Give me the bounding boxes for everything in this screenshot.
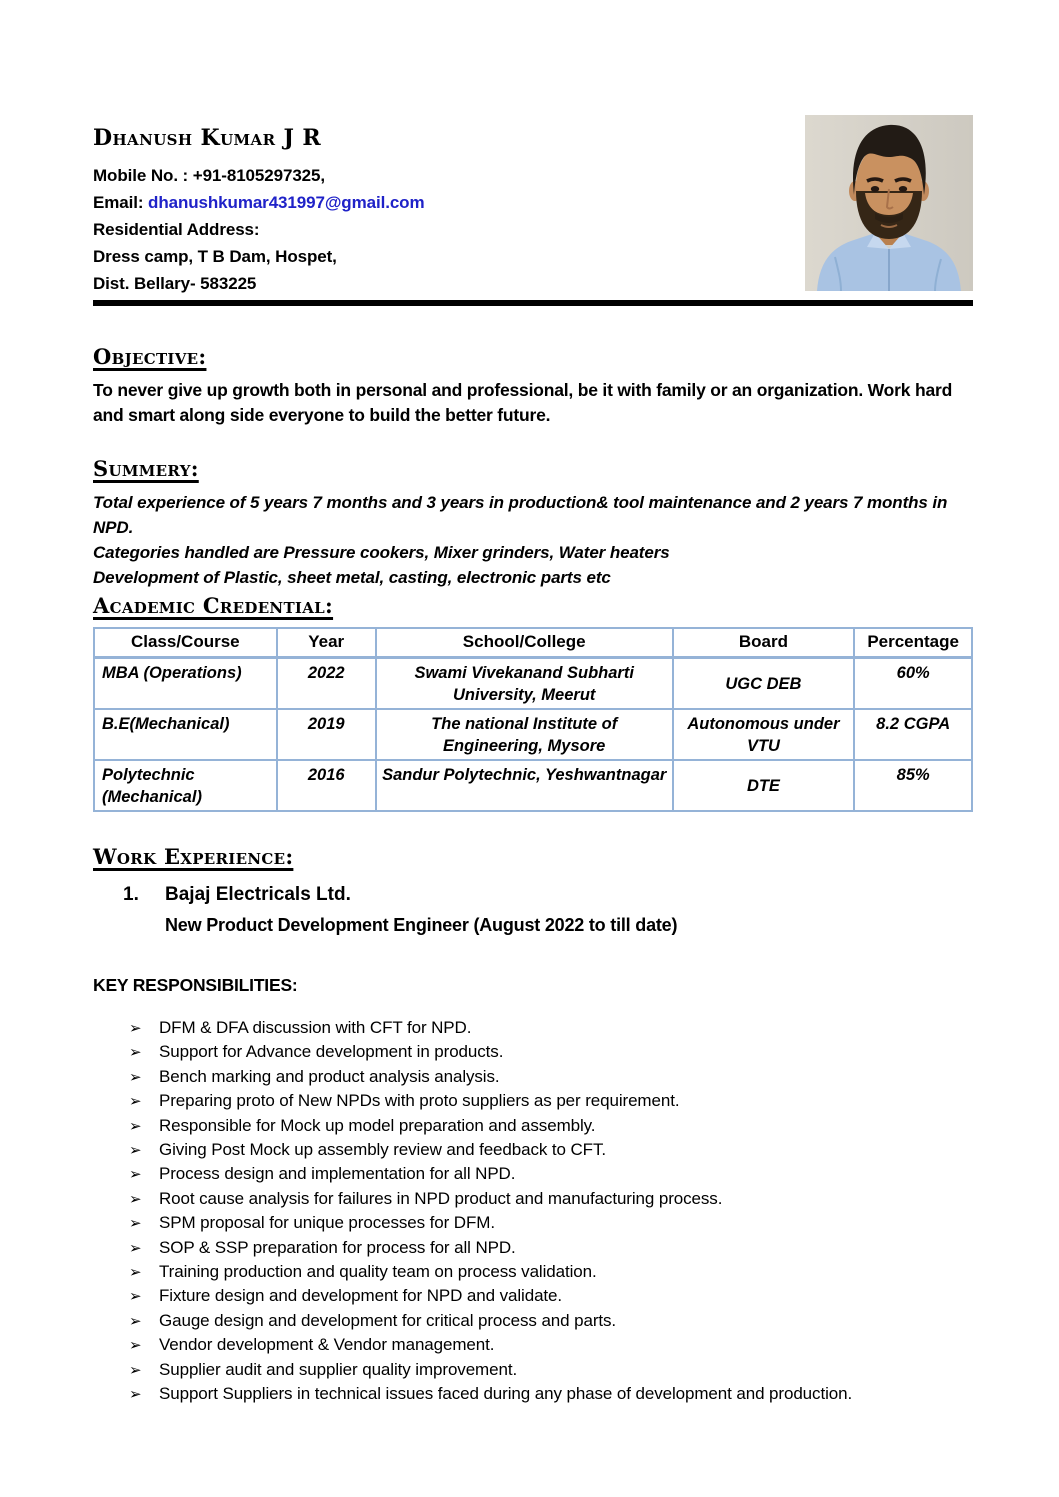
summary-block [93,490,973,590]
summary-line: Categories handled are Pressure cookers, Mixer grinders, Water heaters [93,543,670,562]
responsibility-item [129,1260,973,1284]
table-header-row [94,628,972,658]
arrow-bullet-icon: ➢ [129,1263,142,1282]
responsibility-text: Responsible for Mock up model preparation and assembly. [159,1115,596,1135]
responsibility-text: Giving Post Mock up assembly review and feedback to CFT. [159,1140,606,1160]
cell-percentage: 85% [854,760,972,811]
table-header-cell: Class/Course [94,628,277,658]
cell-class-course: Polytechnic (Mechanical) [94,760,277,811]
table-row [94,709,972,760]
responsibility-item [129,1114,973,1138]
key-responsibilities-heading: KEY RESPONSIBILITIES: [93,975,298,995]
responsibility-item [129,1089,973,1113]
cell-year: 2019 [277,709,376,760]
header-divider [93,300,973,306]
objective-text: To never give up growth both in personal and professional, be it with family or an organization. Work hard and smart along side everyone to build the better future. [93,380,953,425]
table-header-cell: Board [673,628,855,658]
responsibility-text: SPM proposal for unique processes for DFM. [159,1213,495,1233]
responsibility-text: Preparing proto of New NPDs with proto suppliers as per requirement. [159,1091,680,1111]
contact-block [93,118,425,297]
responsibility-text: Vendor development & Vendor management. [159,1335,495,1355]
arrow-bullet-icon: ➢ [129,1214,142,1233]
arrow-bullet-icon: ➢ [129,1116,142,1135]
responsibility-item [129,1358,973,1382]
address-line-2: Dist. Bellary- 583225 [93,274,257,293]
responsibility-text: SOP & SSP preparation for process for all NPD. [159,1237,516,1257]
cell-percentage: 8.2 CGPA [854,709,972,760]
responsibilities-list [93,1016,973,1407]
academic-table [93,627,973,812]
summary-line: Total experience of 5 years 7 months and 3 years in production& tool maintenance and 2 years 7 months in NPD. [93,493,948,537]
responsibility-item [129,1211,973,1235]
cell-year: 2016 [277,760,376,811]
arrow-bullet-icon: ➢ [129,1067,142,1086]
table-header-cell: School/College [376,628,673,658]
role-line: New Product Development Engineer (August 2022 to till date) [165,915,678,935]
profile-photo [805,115,973,291]
work-experience-heading: Work Experience: [93,844,294,869]
profile-photo-image [805,115,973,291]
responsibility-text: Supplier audit and supplier quality improvement. [159,1359,518,1379]
arrow-bullet-icon: ➢ [129,1336,142,1355]
cell-board: Autonomous under VTU [673,709,855,760]
responsibility-item [129,1162,973,1186]
arrow-bullet-icon: ➢ [129,1311,142,1330]
responsibility-text: Gauge design and development for critical process and parts. [159,1310,617,1330]
responsibility-item [129,1382,973,1406]
responsibility-text: Bench marking and product analysis analysis. [159,1066,500,1086]
arrow-bullet-icon: ➢ [129,1165,142,1184]
arrow-bullet-icon: ➢ [129,1385,142,1404]
cell-class-course: B.E(Mechanical) [94,709,277,760]
responsibility-item [129,1065,973,1089]
address-line-1: Dress camp, T B Dam, Hospet, [93,247,337,266]
mobile-line: Mobile No. : +91-8105297325, [93,166,326,185]
arrow-bullet-icon: ➢ [129,1092,142,1111]
responsibility-text: Root cause analysis for failures in NPD product and manufacturing process. [159,1188,723,1208]
summary-line: Development of Plastic, sheet metal, casting, electronic parts etc [93,568,611,587]
responsibility-text: Support for Advance development in products. [159,1042,504,1062]
candidate-name: Dhanush Kumar J R [93,125,322,151]
responsibility-item [129,1187,973,1211]
email-line [93,189,425,216]
table-header-cell: Percentage [854,628,972,658]
email-label: Email: [93,193,149,212]
arrow-bullet-icon: ➢ [129,1287,142,1306]
responsibility-text: DFM & DFA discussion with CFT for NPD. [159,1018,472,1037]
header [93,118,973,297]
cell-school-college: The national Institute of Engineering, Mysore [376,709,673,760]
arrow-bullet-icon: ➢ [129,1141,142,1160]
objective-heading: Objective: [93,344,207,369]
academic-heading: Academic Credential: [93,593,334,618]
arrow-bullet-icon: ➢ [129,1360,142,1379]
responsibility-item [129,1284,973,1308]
cell-class-course: MBA (Operations) [94,658,277,710]
table-row [94,658,972,710]
cell-board: DTE [673,760,855,811]
table-row [94,760,972,811]
cell-school-college: Swami Vivekanand Subharti University, Meerut [376,658,673,710]
company-item [123,882,973,908]
company-name: Bajaj Electricals Ltd. [165,884,351,905]
summary-heading: Summery: [93,456,199,481]
responsibility-text: Fixture design and development for NPD and validate. [159,1286,563,1306]
arrow-bullet-icon: ➢ [129,1189,142,1208]
cell-board: UGC DEB [673,658,855,710]
responsibility-text: Training production and quality team on process validation. [159,1262,597,1282]
email-link[interactable]: dhanushkumar431997@gmail.com [148,193,425,212]
responsibility-item [129,1138,973,1162]
company-number: 1. [123,884,139,905]
address-label: Residential Address: [93,220,260,239]
responsibility-item [129,1309,973,1333]
responsibility-item [129,1333,973,1357]
responsibility-item [129,1040,973,1064]
responsibility-item [129,1016,973,1040]
table-header-cell: Year [277,628,376,658]
arrow-bullet-icon: ➢ [129,1019,142,1037]
arrow-bullet-icon: ➢ [129,1043,142,1062]
responsibility-text: Support Suppliers in technical issues faced during any phase of development and production. [159,1384,853,1404]
cell-school-college: Sandur Polytechnic, Yeshwantnagar [376,760,673,811]
arrow-bullet-icon: ➢ [129,1238,142,1257]
cell-percentage: 60% [854,658,972,710]
cell-year: 2022 [277,658,376,710]
responsibility-text: Process design and implementation for all NPD. [159,1164,516,1184]
responsibility-item [129,1236,973,1260]
